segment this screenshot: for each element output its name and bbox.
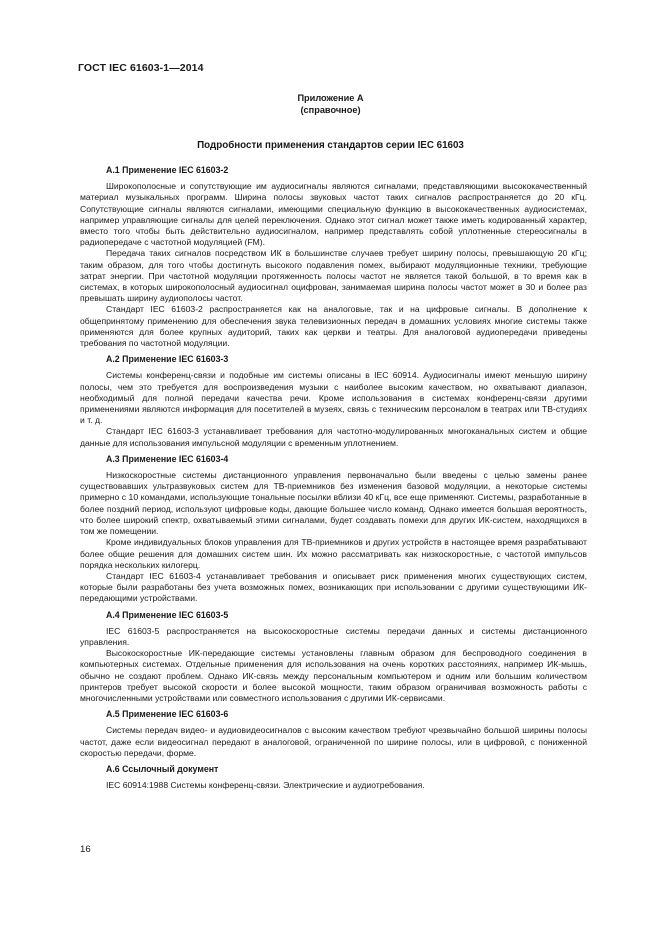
paragraph: Стандарт IEC 61603-2 распространяется как на аналоговые, так и на цифровые сигналы. В дополнение к общепринятому применению для обеспечения звука телевизионных передач в домашних условиях многие системы также применяются для более крупных аудиторий, таких как церкви и театры. Для аналоговой аудиопередачи приведены требования по частотной модуляции. xyxy=(80,304,587,349)
section-a5 xyxy=(80,709,587,759)
section-a1 xyxy=(80,165,587,349)
paragraph: Широкополосные и сопутствующие им аудиосигналы являются сигналами, представляющими высококачественный материал музыкальных программ. Ширина полосы звуковых частот таких сигналов распространяется до 20 кГц. Сопутствующие сигналы являются сигналами, имеющими специальную функцию в высококачественных аудиосистемах, например управляющие сигналы для целей переключения. Однако этот сигнал может также иметь кодированный характер, вместо того чтобы быть действительно аудиосигналом, например представлять собой уплотненные стереосигналы в радиопередаче с частотной модуляцией (FM). xyxy=(80,181,587,248)
paragraph: IEC 61603-5 распространяется на высокоскоростные системы передачи данных и системы дистанционного управления. xyxy=(80,625,587,647)
annex-label: Приложение А xyxy=(297,93,364,103)
paragraph: IEC 60914:1988 Системы конференц-связи. Электрические и аудиотребования. xyxy=(106,780,425,791)
section-a2 xyxy=(80,354,587,449)
section-title: А.5 Применение IEC 61603-6 xyxy=(106,709,229,720)
page-number: 16 xyxy=(80,844,91,855)
annex-heading xyxy=(0,92,661,116)
section-a3 xyxy=(80,454,587,605)
section-title: А.3 Применение IEC 61603-4 xyxy=(106,453,229,464)
section-title: А.4 Применение IEC 61603-5 xyxy=(106,609,229,620)
paragraph: Кроме индивидуальных блоков управления для ТВ-приемников и других устройств в настоящее время разрабатывают более общие решения для домашних систем шин. Их можно рассматривать как низкоскоростные, с частотой импульсов порядка нескольких килогерц. xyxy=(80,537,587,570)
section-title: А.2 Применение IEC 61603-3 xyxy=(106,354,229,365)
paragraph: Стандарт IEC 61603-3 устанавливает требования для частотно-модулированных многоканальных систем и общие данные для использования импульсной модуляции с временным уплотнением. xyxy=(80,426,587,448)
paragraph: Системы конференц-связи и подобные им системы описаны в IEC 60914. Аудиосигналы имеют меньшую ширину полосы, чем это требуется для воспроизведения музыки с наиболее высоким качеством, но охватывают диапазон, необходимый для полной передачи качества речи. Кроме использования в системах конференц-связи другими применениями являются информация для посетителей в музеях, связь с техническим персоналом в театрах или ТВ-студиях и т. д. xyxy=(80,370,587,426)
annex-title: Подробности применения стандартов серии IEC 61603 xyxy=(197,140,464,151)
document-header-id: ГОСТ IEC 61603-1—2014 xyxy=(78,62,204,74)
paragraph: Стандарт IEC 61603-4 устанавливает требования и описывает риск применения многих существующих систем, которые были разработаны без учета возможных помех, возникающих при использовании с другими существующими ИК-передающими устройствами. xyxy=(80,570,587,604)
annex-body xyxy=(80,165,587,791)
paragraph: Низкоскоростные системы дистанционного управления первоначально были введены с целью замены ранее существовавших ультразвуковых систем для ТВ-приемников без изменения базовой модуляции, а некоторые системы примерно с 10 командами, использующие тональные посылки вблизи 40 кГц, все еще применяют. Системы, разработанные в более поздний период, используют цифровые коды, дающие большее число команд. Однако имеется большая вероятность, что более широкий спектр, охватываемый этими сигналами, будет создавать помехи для других ИК-систем, находящихся в том же помещении. xyxy=(80,470,587,537)
paragraph: Системы передач видео- и аудиовидеосигналов с высоким качеством требуют чрезвычайно большой ширины полосы частот, даже если видеосигнал передают в аналоговой, ограниченной по ширине полосы, или в цифровой, с пониженной скоростью передачи, форме. xyxy=(80,725,587,758)
section-a6 xyxy=(80,764,587,791)
annex-kind: (справочное) xyxy=(300,105,361,115)
paragraph: Передача таких сигналов посредством ИК в большинстве случаев требует ширину полосы, превышающую 20 кГц; таким образом, для того чтобы достигнуть высокого подавления помех, выбирают модуляционные техники, требующие затрат энергии. При частотной модуляции протяженность полосы частот не является такой большой, в то время как в системах, в которых широкополосный аудиосигнал оцифрован, занимаемая ширина полосы частот может в 30 и более раз превышать ширину аудиополосы частот. xyxy=(80,248,587,304)
section-a4 xyxy=(80,610,587,705)
section-title: А.6 Ссылочный документ xyxy=(106,763,219,774)
paragraph: Высокоскоростные ИК-передающие системы установлены главным образом для беспроводного соединения в компьютерных системах. Отдельные применения для использования на очень коротких расстояниях, например ИК-мышь, обычно не создают проблем. Однако ИК-связь между персональным компьютером и одним или большим количеством принтеров требует высокой скорости и более высокой мощности, таким образом ограничивая возможность работы с многочисленными устройствами или совместного использования с другими ИК-сервисами. xyxy=(80,648,587,703)
section-title: А.1 Применение IEC 61603-2 xyxy=(106,165,229,175)
